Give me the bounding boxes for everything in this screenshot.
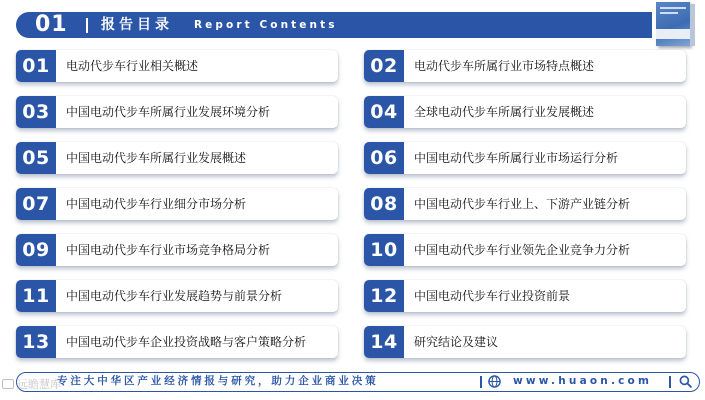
- watermark-text: 远瞻慧库: [17, 378, 61, 391]
- toc-item-number: 01: [16, 50, 56, 82]
- search-icon[interactable]: [679, 375, 692, 388]
- footer-bar: [16, 372, 700, 392]
- toc-item-label: 中国电动代步车行业发展趋势与前景分析: [66, 289, 283, 303]
- toc-item-label: 中国电动代步车行业领先企业竞争力分析: [414, 243, 631, 257]
- toc-item-label: 电动代步车行业相关概述: [66, 59, 199, 73]
- toc-item[interactable]: [364, 280, 686, 312]
- toc-item[interactable]: [364, 188, 686, 220]
- toc-item[interactable]: [364, 142, 686, 174]
- globe-icon: [488, 375, 501, 388]
- toc-item-number: 07: [16, 188, 56, 220]
- toc-item-number: 08: [364, 188, 404, 220]
- toc-item-number: 03: [16, 96, 56, 128]
- toc-item[interactable]: [16, 50, 338, 82]
- footer-divider: [480, 376, 482, 388]
- header-bar: [16, 12, 652, 38]
- toc-item[interactable]: [16, 142, 338, 174]
- toc-item-label: 中国电动代步车企业投资战略与客户策略分析: [66, 335, 307, 349]
- toc-item[interactable]: [364, 234, 686, 266]
- toc-item-label: 中国电动代步车所属行业发展概述: [66, 151, 247, 165]
- toc-item-label: 中国电动代步车行业上、下游产业链分析: [414, 197, 631, 211]
- toc-item-label: 全球电动代步车所属行业发展概述: [414, 105, 595, 119]
- toc-item-number: 02: [364, 50, 404, 82]
- toc-item-label: 中国电动代步车所属行业发展环境分析: [66, 105, 271, 119]
- toc-item-label: 中国电动代步车行业投资前景: [414, 289, 571, 303]
- report-cover-spine: [690, 4, 695, 46]
- toc-item-number: 12: [364, 280, 404, 312]
- toc-item-label: 电动代步车所属行业市场特点概述: [414, 59, 595, 73]
- footer-slogan: 专注大中华区产业经济情报与研究，助力企业商业决策: [57, 375, 379, 387]
- website-link[interactable]: www.huaon.com: [513, 375, 653, 387]
- toc-item-number: 14: [364, 326, 404, 358]
- toc-item[interactable]: [16, 96, 338, 128]
- toc-item[interactable]: [16, 326, 338, 358]
- watermark: [2, 376, 61, 394]
- toc-item-label: 中国电动代步车行业市场竞争格局分析: [66, 243, 271, 257]
- header-divider: [86, 18, 88, 33]
- toc-item-number: 04: [364, 96, 404, 128]
- toc-item-number: 06: [364, 142, 404, 174]
- toc-item[interactable]: [364, 50, 686, 82]
- toc-item-label: 中国电动代步车所属行业市场运行分析: [414, 151, 619, 165]
- toc-item[interactable]: [16, 280, 338, 312]
- watermark-icon: [2, 379, 14, 389]
- toc-item-number: 05: [16, 142, 56, 174]
- toc-item[interactable]: [16, 188, 338, 220]
- toc-item-number: 11: [16, 280, 56, 312]
- footer-divider: [669, 376, 671, 388]
- toc-item-label: 中国电动代步车行业细分市场分析: [66, 197, 247, 211]
- report-cover-image: [656, 2, 690, 46]
- toc-item-label: 研究结论及建议: [414, 335, 499, 349]
- toc-item-number: 09: [16, 234, 56, 266]
- toc-item-number: 10: [364, 234, 404, 266]
- toc-item-number: 13: [16, 326, 56, 358]
- page-subtitle: Report Contents: [194, 19, 338, 31]
- header-number: 01: [35, 12, 68, 37]
- toc-item[interactable]: [16, 234, 338, 266]
- toc-item[interactable]: [364, 326, 686, 358]
- toc-item[interactable]: [364, 96, 686, 128]
- page-title: 报告目录: [101, 17, 173, 33]
